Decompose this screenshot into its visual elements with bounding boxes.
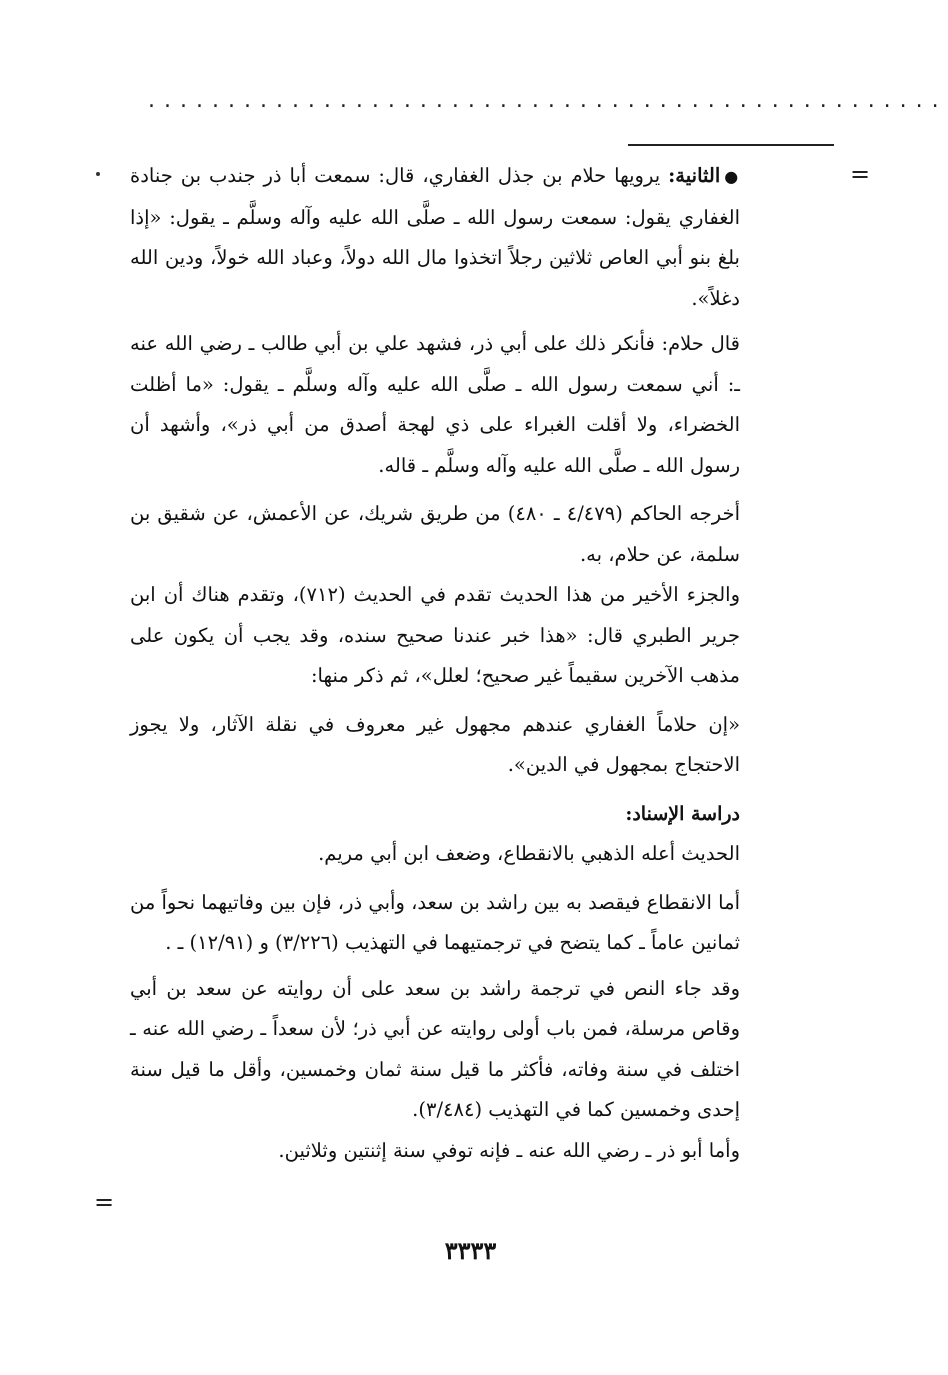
paragraph-hakim: أخرجه الحاكم (٤/٤٧٩ ـ ٤٨٠) من طريق شريك، عن الأعمش، عن شقيق بن سلمة، عن حلام، به. — [130, 502, 740, 566]
dotted-separator: .................................................. — [148, 88, 948, 113]
paragraph-inqita: أما الانقطاع فيقصد به بين راشد بن سعد، وأبي ذر، فإن بين وفاتيهما نحواً من ثمانين عاماً ـ كما يتضح في ترجمتيهما في التهذيب (٣/٢٢٦) و (١٢/٩١) ـ . — [130, 890, 740, 954]
bullet-icon: ● — [724, 167, 740, 186]
page-number: ٣٣٣٣ — [444, 1236, 497, 1265]
margin-mark-bottom: = — [94, 1188, 115, 1216]
paragraph-second-narration — [130, 156, 740, 319]
paragraph-abu-dhar: وأما أبو ذر ـ رضي الله عنه ـ فإنه توفي سنة إثنتين وثلاثين. — [278, 1138, 740, 1162]
main-text — [130, 156, 740, 1171]
margin-mark-top: = — [850, 160, 871, 188]
footnote-rule — [628, 144, 834, 146]
paragraph-rashid: وقد جاء النص في ترجمة راشد بن سعد على أن روايته عن سعد بن أبي وقاص مرسلة، فمن باب أولى روايته عن أبي ذر؛ لأن سعداً ـ رضي الله عنه ـ اختلف في سنة وفاته، فأكثر ما قيل سنة ثمان وخمسين، وأقل ما قيل سنة إحدى وخمسين كما في التهذيب (٣/٤٨٤). — [130, 976, 740, 1121]
paragraph-tabari: والجزء الأخير من هذا الحديث تقدم في الحديث (٧١٢)، وتقدم هناك أن ابن جرير الطبري قال: «هذا خبر عندنا صحيح سنده، وقد يجب أن يكون على مذهب الآخرين سقيماً غير صحيح؛ لعلل»، ثم ذكر منها: — [130, 583, 740, 687]
paragraph-hallam: قال حلام: فأنكر ذلك على أبي ذر، فشهد علي بن أبي طالب ـ رضي الله عنه ـ: أني سمعت رسول الله ـ صلَّى الله عليه وآله وسلَّم ـ يقول: «ما أظلت الخضراء، ولا أقلت الغبراء على ذي لهجة أصدق من أبي ذر»، وأشهد أن رسول الله ـ صلَّى الله عليه وآله وسلَّم ـ قاله. — [130, 332, 740, 477]
section-heading: دراسة الإسناد: — [625, 802, 740, 825]
margin-dot — [96, 172, 100, 176]
paragraph-text: يرويها حلام بن جذل الغفاري، قال: سمعت أبا ذر جندب بن جنادة الغفاري يقول: سمعت رسول الله ـ صلَّى الله عليه وآله وسلَّم ـ يقول: «إذا بلغ بنو أبي العاص ثلاثين رجلاً اتخذوا مال الله دولاً، وعباد الله خولاً، ودين الله دغلاً». — [130, 164, 740, 310]
paragraph-label: الثانية: — [668, 164, 721, 187]
paragraph-quote: «إن حلاماً الغفاري عندهم مجهول غير معروف في نقلة الآثار، ولا يجوز الاحتجاج بمجهول في الدين». — [130, 712, 740, 776]
paragraph-dhahabi: الحديث أعله الذهبي بالانقطاع، وضعف ابن أبي مريم. — [318, 842, 740, 865]
